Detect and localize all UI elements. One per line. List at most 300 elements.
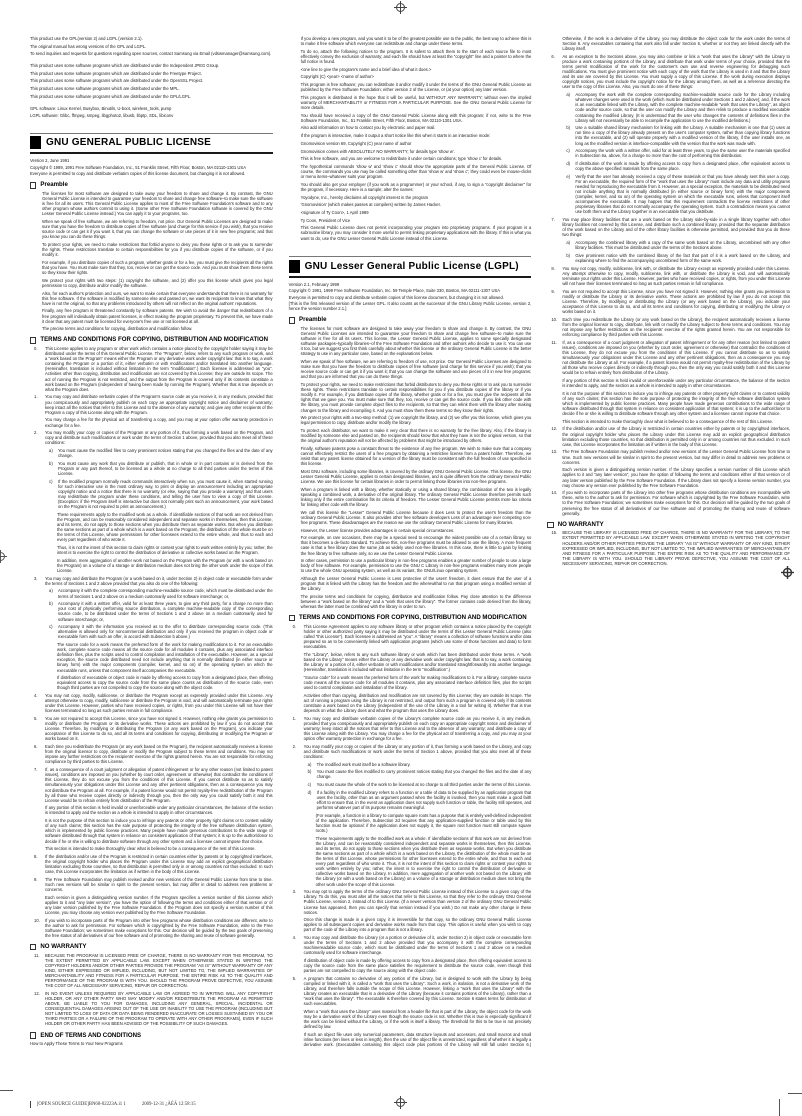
paragraph (289, 301, 532, 311)
paragraph (301, 382, 532, 413)
paragraph-text: It is not the purpose of this section to induce you to infringe any patents or other property right claims or to contest validity of any such claims; this section has the sole purpose of protecting the integrity of the free software distribution system which is implemented by public license practices. Many people have made generous contributions to the wide range of software distributed through that system in reliance on consistent application of that system; it is up to the author/donor to decide if he or she is willing to distribute software through any other system and a licensee cannot impose that choice. (562, 390, 790, 417)
clause-number: a) (49, 448, 53, 454)
paragraph-text: IN NO EVENT UNLESS REQUIRED BY APPLICABLE LAW OR AGREED TO IN WRITING WILL ANY COPYRIGHT HOLDER, OR ANY OTHER PARTY WHO MAY MODIFY AND/OR REDISTRIBUTE THE PROGRAM AS PERMITTED ABOVE, BE LIABLE TO YOU FOR DAMAGES, INCLUDING ANY GENERAL, SPECIAL, INCIDENTAL OR CONSEQUENTIAL DAMAGES ARISING OUT OF THE USE OR INABILITY TO USE THE PROGRAM (INCLUDING BUT NOT LIMITED TO LOSS OF DATA OR DATA BEING RENDERED INACCURATE OR LOSSES SUSTAINED BY YOU OR THIRD PARTIES OR A FAILURE OF THE PROGRAM TO OPERATE WITH ANY OTHER PROGRAMS), EVEN IF SUCH HOLDER OR OTHER PARTY HAS BEEN ADVISED OF THE POSSIBILITY OF SUCH DAMAGES. (45, 990, 273, 1027)
paragraph (289, 288, 532, 293)
clause (566, 92, 790, 123)
paragraph-text: This section is intended to make thoroughly clear what is believed to be a consequence of the rest of this License. (562, 418, 773, 424)
clause (34, 918, 273, 938)
paragraph-text: In other cases, permission to use a particular library in non-free programs enables a greater number of people to use a large body of free software. For example, permission to use the GNU C Library in non-free programs enables many more people to use the whole GNU operating system, as well as its variant, the GNU/Linux operating system. (300, 558, 532, 574)
page-footer (30, 1101, 196, 1108)
clause-number: b) (49, 460, 53, 466)
clause (34, 877, 273, 892)
clause (566, 125, 790, 145)
paragraph (301, 218, 532, 223)
paragraph (304, 675, 532, 690)
paragraph-text: This program is free software; you can redistribute it and/or modify it under the terms of the GNU General Public License as published by the Free Software Foundation; either version 2 of the License, or (at your option) any later version. (300, 82, 532, 93)
clause (34, 430, 273, 445)
paragraph (30, 63, 273, 68)
paragraph-text: Copyright © 1989, 1991 Free Software Foundation, Inc., 51 Franklin Street, Fifth Floor, Boston, MA 02110-1301 USA (30, 164, 246, 170)
paragraph-text: If you develop a new program, and you want it to be of the greatest possible use to the public, the best way to achieve this is to make it free software which everyone can redistribute and change under these terms. (300, 36, 532, 47)
paragraph-text: If you wish to incorporate parts of the Library into other free programs whose distribution conditions are incompatible with these, write to the author to ask for permission. For software which is copyrighted by the Free Software Foundation, write to the Free Software Foundation; we sometimes make exceptions for this. Our decision will be guided by the two goals of preserving the free status of all derivatives of our free software and of promoting the sharing and reuse of software generally. (562, 490, 790, 516)
paragraph-text: This program is distributed in the hope that it will be useful, but WITHOUT ANY WARRANTY; without even the implied warranty of MERCHANTABILITY or FITNESS FOR A PARTICULAR PURPOSE. See the GNU General Public License for more details. (300, 94, 532, 110)
paragraph-text: You may charge a fee for the physical act of transferring a copy, and you may at your option offer warranty protection in exchange for a fee. (45, 417, 273, 428)
section-heading-text: Preamble (299, 316, 327, 324)
paragraph (30, 1041, 273, 1046)
paragraph (301, 182, 532, 192)
clause-number: e) (566, 173, 571, 179)
paragraph-text: If you wish to incorporate parts of the Program into other free programs whose distribution conditions are different, write to the author to ask for permission. For software which is copyrighted by the Free Software Foundation, write to the Free Software Foundation; we sometimes make exceptions for this. Our decision will be guided by the two goals of preserving the free status of all derivatives of our free software and of promoting the sharing and reuse of software generally. (45, 917, 273, 938)
paragraph (301, 149, 532, 154)
paragraph-text: You are not required to accept this License, since you have not signed it. However, nothing else grants you permission to modify or distribute the Library or its derivative works. These actions are prohibited by law if you do not accept this License. Therefore, by modifying or distributing the Library (or any work based on the Library), you indicate your acceptance of this License to do so, and all its terms and conditions for copying, distributing or modifying the Library or works based on it. (562, 288, 790, 315)
clause-number: c) (49, 478, 53, 484)
paragraph-text: The hypothetical commands 'show w' and 'show c' should show the appropriate parts of the General Public License. Of course, the commands you use may be called something other than 'show w' and 'show c'; they could even be mouse-clicks or menu items–whatever suits your program. (300, 163, 532, 180)
paragraph (316, 836, 532, 887)
paragraph (42, 260, 273, 275)
paragraph (30, 106, 273, 111)
paragraph (304, 652, 532, 672)
paragraph-text: You may copy and distribute the Library (or a portion or derivative of it, under Section 2) in object code or executable form under the terms of Sections 1 and 2 above provided that you accompany it with the complete corresponding machinereadable source code, which must be distributed under the terms of Sections 1 and 2 above on a medium customarily used for software interchange. (303, 935, 532, 956)
paragraph-text: Accompany it with the complete corresponding machine-readable source code, which must be distributed under the terms of Sections 1 and 2 above on a medium customarily used for software interchange; or, (58, 588, 273, 599)
paragraph-text: 'Gnomovision' (which makes passes at compilers) written by James Hacker. (300, 202, 441, 208)
paragraph (30, 113, 273, 118)
paragraph-text: You may opt to apply the terms of the ordinary GNU General Public License instead of this License to a given copy of the Library. To do this, you must alter all the notices that refer to this License, so that they refer to the ordinary GNU General Public License, version 2, instead of to this License. (If a newer version than version 2 of the ordinary GNU General Public License has appeared, then you can specify that version instead if you wish.) Do not make any other change in these notices. (303, 889, 532, 915)
section-heading (547, 521, 790, 528)
section-heading-text: TERMS AND CONDITIONS FOR COPYING, DISTRIBUTION AND MODIFICATION (40, 336, 268, 344)
clause-number: 9. (34, 876, 38, 882)
crop-mark (788, 1093, 802, 1094)
paragraph-text: This product use the GPL(version 2) and LGPL (version 2.1). (30, 36, 143, 41)
spacer (30, 121, 273, 126)
paragraph-text: The licenses for most software are designed to take away your freedom to share and change it. By contrast, the GNU General Public License is intended to guarantee your freedom to share and change free software–to make sure the software is free for all its users. This General Public License applies to most of the Free Software Foundation's software and to any other program whose authors commit to using it. (Some other Free Software Foundation software is covered by the GNU Lesser General Public License instead.) You can apply it to your programs, too. (42, 191, 273, 217)
clause (34, 693, 273, 713)
clause (308, 790, 532, 810)
clause (566, 253, 790, 263)
paragraph (304, 1009, 532, 1029)
clause (308, 769, 532, 779)
paragraph (301, 95, 532, 110)
paragraph-text: It is not the purpose of this section to induce you to infringe any patents or other property right claims or to contest validity of any such claims; this section has the sole purpose of protecting the integrity of the free software distribution system, which is implemented by public license practices. Many people have made generous contributions to the wide range of software distributed through that system in reliance on consistent application of that system; it is up to the author/donor to decide if he or she is willing to distribute software through any other system and a licensee cannot impose that choice. (45, 818, 273, 844)
paragraph-text: Give prominent notice with the combined library of the fact that part of it is a work based on the Library, and explaining where to find the accompanying uncombined form of the same work. (575, 252, 790, 263)
checkbox-icon (289, 317, 295, 323)
clause (293, 935, 532, 955)
section-heading-text: END OF TERMS AND CONDITIONS (40, 1031, 142, 1039)
paragraph-text: If any portion of this section is held invalid or unenforceable under any particular circumstances, the balance of the section is intended to apply and the section as a whole is intended to apply in other circumstances. (45, 805, 273, 816)
paragraph (301, 415, 532, 425)
paragraph (301, 576, 532, 591)
paragraph-text: You may modify your copy or copies of the Program or any portion of it, thus forming a work based on the Program, and copy and distribute such modifications or work under the terms of Section 1 above, provided that you also meet all of these conditions: (45, 430, 273, 446)
clause-number: 0. (34, 346, 38, 351)
paragraph-text: The licenses for most software are designed to take away your freedom to share and change it. By contrast, the GNU General Public Licenses are intended to guarantee your freedom to share and change free software–to make sure the software is free for all its users. This license, the Lesser General Public License, applies to some specially designated software packages–typically libraries–of the Free Software Foundation and other authors who decide to use it. You can use it too, but we suggest you first think carefully about whether this license or the ordinary General Public License is the better strategy to use in any particular case, based on the explanations below. (300, 325, 532, 357)
clause-number: c) (307, 782, 312, 788)
checkbox-icon (30, 337, 36, 343)
paragraph-text: The precise terms and conditions for copying, distribution and modification follow. Pay close attention to the difference between a “work based on the library” and a “work that uses the library”. The former contains code derived from the library, whereas the latter must be combined with the library in order to run. (300, 593, 532, 610)
paragraph (45, 818, 273, 843)
paragraph-text: Also add information on how to contact you by electronic and paper mail. (300, 125, 436, 131)
paragraph-text: You must cause any work that you distribute or publish, that in whole or in part contains or is derived from the Program or any part thereof, to be licensed as a whole at no charge to all third parties under the terms of this License. (58, 460, 273, 477)
paragraph (289, 295, 532, 300)
crop-mark (30, 1101, 31, 1108)
paragraph (301, 141, 532, 146)
paragraph-text: Everyone is permitted to copy and distribute verbatim copies of this license document, but changing it is not allowed. (288, 294, 504, 300)
paragraph (301, 428, 532, 443)
paragraph (45, 846, 273, 851)
paragraph-text: BECAUSE THE LIBRARY IS LICENSED FREE OF CHARGE, THERE IS NO WARRANTY FOR THE LIBRARY, TO THE EXTENT PERMITTED BY APPLICABLE LAW. EXCEPT WHEN OTHERWISE STATED IN WRITING THE COPYRIGHT HOLDERS AND/OR OTHER PARTIES PROVIDE THE LIBRARY “AS IS” WITHOUT WARRANTY OF ANY KIND, EITHER EXPRESSED OR IMPLIED, INCLUDING, BUT NOT LIMITED TO, THE IMPLIED WARRANTIES OF MERCHANTABILITY AND FITNESS FOR A PARTICULAR PURPOSE. THE ENTIRE RISK AS TO THE QUALITY AND PERFORMANCE OF THE LIBRARY IS WITH YOU. SHOULD THE LIBRARY PROVE DEFECTIVE, YOU ASSUME THE COST OF ALL NECESSARY SERVICING, REPAIR OR CORRECTION. (562, 530, 790, 566)
paragraph (301, 74, 532, 79)
clause-number: 11. (551, 339, 557, 345)
section-heading (289, 316, 532, 323)
clause-number: 8. (551, 265, 555, 271)
paragraph-text: This is free software, and you are welcome to redistribute it under certain conditions; type 'show c' for details. (300, 156, 503, 162)
paragraph-text: If a facility in the modified Library refers to a function or a table of data to be supplied by an application program that uses the facility, other than as an argument passed when the facility is invoked, then you must make a good faith effort to ensure that, in the event an application does not supply such function or table, the facility still operates, and performs whatever part of its purpose remains meaningful. (316, 789, 532, 811)
paragraph (30, 71, 273, 76)
clause-number: a) (566, 240, 571, 246)
paragraph-text: If distribution of executable or object code is made by offering access to copy from a designated place, then offering equivalent access to copy the source code from the same place counts as distribution of the source code, even though third parties are not compelled to copy the source along with the object code. (57, 675, 273, 691)
paragraph-text: Accompany it with a written offer, valid for at least three years, to give any third party, for a charge no more than your cost of physically performing source distribution, a complete machine-readable copy of the corresponding source code, to be distributed under the terms of Sections 1 and 2 above on a medium customarily used for software interchange; or, (58, 601, 273, 622)
paragraph-text: We protect your rights with a two-step method: (1) we copyright the library, and (2) we offer you this license, which gives you legal permission to copy, distribute and/or modify the library. (300, 415, 532, 426)
paragraph (301, 487, 532, 507)
paragraph-text: The Free Software Foundation may publish revised and/or new versions of the General Public License from time to time. Such new versions will be similar in spirit to the present version, but may differ in detail to address new problems or concerns. (45, 876, 273, 893)
paragraph-text: If any portion of this section is held invalid or unenforceable under any particular circumstance, the balance of the section is intended to apply, and the section as a whole is intended to apply in other circumstances. (562, 377, 790, 389)
paragraph-text: Finally, any free program is threatened constantly by software patents. We wish to avoid the danger that redistributors of a free program will individually obtain patent licenses, in effect making the program proprietary. To prevent this, we have made it clear that any patent must be licensed for everyone's free use or not licensed at all. (42, 308, 273, 324)
clause-number: a) (566, 92, 571, 98)
paragraph-text: Verify that the user has already received a copy of these materials or that you have already sent this user a copy. For an executable, the required form of the “work that uses the Library” must include any data and utility programs needed for reproducing the executable from it. However, as a special exception, the materials to be distributed need not include anything that is normally distributed (in either source or binary form) with the major components (compiler, kernel, and so on) of the operating system on which the executable runs, unless that component itself accompanies the executable. It may happen that this requirement contradicts the license restrictions of other proprietary libraries that do not normally accompany the operating system. Such a contradiction means you cannot use both them and the Library together in an executable that you distribute. (575, 173, 790, 215)
clause-number: c) (566, 148, 570, 154)
section-heading (30, 1032, 273, 1039)
paragraph (301, 535, 532, 555)
paragraph-text: The source code for a work means the preferred form of the work for making modifications to it. For an executable work, complete source code means all the source code for all modules it contains, plus any associated interface definition files, plus the scripts used to control compilation and installation of the executable. However, as a special exception, the source code distributed need not include anything that is normally distributed (in either source or binary form) with the major components (compiler, kernel, and so on) of the operating system on which the executable runs, unless that component itself accompanies the executable. (57, 642, 273, 673)
paragraph-text: Gnomovision version 69, Copyright (C) year name of author (300, 140, 412, 146)
paragraph-text: This product uses some software programs which are distributed under the MPL. (30, 86, 180, 92)
paragraph (45, 417, 273, 427)
clause (34, 854, 273, 874)
clause (49, 479, 273, 510)
paragraph-text: If the modified program normally reads commands interactively when run, you must cause it, when started running for such interactive use in the most ordinary way, to print or display an announcement including an appropriate copyright notice and a notice that there is no warranty (or else, saying that you provide a warranty) and that users may redistribute the program under these conditions, and telling the user how to view a copy of this License. (Exception: if the Program itself is interactive but does not normally print such an announcement, your work based on the Program is not required to print an announcement.) (58, 478, 273, 510)
paragraph (301, 326, 532, 357)
paragraph-text: How to Apply These Terms to Your New Programs (30, 1041, 123, 1047)
paragraph-text: When we speak of free software, we are referring to freedom of use, not price. Our General Public Licenses are designed to make sure that you have the freedom to distribute copies of free software (and charge for this service if you wish); that you receive source code or can get it if you want it; that you can change the software and use pieces of it in new free programs; and that you are informed that you can do these things. (300, 359, 532, 380)
clause-number: 9. (551, 288, 555, 294)
license-document-columns (30, 36, 790, 1048)
clause (566, 174, 790, 215)
paragraph-text: To do so, attach the following notices to the program. It is safest to attach them to the start of each source file to most effectively convey the exclusion of warranty; and each file should have at least the “copyright” line and a pointer to where the full notice is found. (300, 48, 532, 64)
clause-number: 10. (551, 316, 558, 322)
clause-number: 4. (292, 935, 297, 941)
clause (551, 530, 790, 566)
title-bar-square (30, 136, 41, 149)
clause (49, 588, 273, 598)
paragraph-text: Each version is given a distinguishing version number. If the Program specifies a version number of this License which applies to it and “any later version”, you have the option of following the terms and conditions either of that version or of any later version published by the Free Software Foundation. If the Program does not specify a version number of this License, you may choose any version ever published by the Free Software Foundation. (45, 894, 273, 916)
section-heading (30, 336, 273, 343)
clause (293, 716, 532, 741)
clause-number: 6. (551, 53, 555, 59)
clause (49, 461, 273, 476)
paragraph-text: If the distribution and/or use of the Library is restricted in certain countries either by patents or by copyrighted interfaces, the original copyright holder who places the Library under this License may add an explicit geographical distribution limitation excluding those countries, so that distribution is permitted only in or among countries not thus excluded. In such case, this License incorporates the limitation as if written in the body of this License. (562, 426, 790, 447)
clause (551, 317, 790, 337)
clause-number: 0. (292, 623, 297, 629)
paragraph (42, 291, 273, 306)
paragraph (301, 36, 532, 46)
clause-number: 5. (34, 716, 38, 722)
paragraph (57, 675, 273, 690)
paragraph-text: Yoyodyne, Inc., hereby disclaims all copyright interest in the program (300, 194, 429, 200)
clause (293, 889, 532, 914)
paragraph (30, 51, 273, 56)
paragraph-text: If, as a consequence of a court judgment or allegation of patent infringement or for any other reason (not limited to patent issues), conditions are imposed on you (whether by court order, agreement or otherwise) that contradict the conditions of this License, they do not excuse you from the conditions of this License. If you cannot distribute so as to satisfy simultaneously your obligations under this License and any other pertinent obligations, then as a consequence you may not distribute the Program at all. For example, if a patent license would not permit royalty-free redistribution of the Program by all those who receive copies directly or indirectly through you, then the only way you could satisfy both it and this License would be to refrain entirely from distribution of the Program. (45, 767, 273, 803)
paragraph-text: The “Library”, below, refers to any such software library or work which has been distributed under these terms. A “work based on the Library” means either the Library or any derivative work under copyright law: that is to say, a work containing the Library or a portion of it, either verbatim or with modifications and/or translated straightforwardly into another language. (Hereinafter, translation is included without limitation in the term “modification”.) (303, 651, 532, 673)
clause (49, 624, 273, 639)
license-title-bar (30, 133, 273, 155)
paragraph-text: We call this license the “Lesser” General Public License because it does Less to protect the user's freedom than the ordinary General Public License. It also provides other free software developers Less of an advantage over competing non-free programs. These disadvantages are the reason we use the ordinary General Public License for many libraries. (300, 509, 532, 525)
paragraph (42, 191, 273, 216)
paragraph-text: You must cause the modified files to carry prominent notices stating that you changed the files and the date of any change. (58, 448, 273, 459)
paragraph (301, 156, 532, 161)
clause (34, 346, 273, 392)
paragraph-text: Most GNU software, including some libraries, is covered by the ordinary GNU General Public License. This license, the GNU Lesser General Public License, applies to certain designated libraries, and is quite different from the ordinary General Public License. We use this license for certain libraries in order to permit linking those libraries into non-free programs. (300, 468, 532, 484)
paragraph (301, 195, 532, 200)
footer-date-time: 2009-12-31 ¿ÀÈÄ 12:58:15 (141, 1102, 196, 1107)
spacer (289, 243, 532, 249)
paragraph-text: This General Public License does not permit incorporating your program into proprietary programs. If your program is a subroutine library, you may consider it more useful to permit linking proprietary applications with the library. If this is what you want to do, use the GNU Lesser General Public License instead of this License. (300, 225, 532, 241)
paragraph-text: Version 2, June 1991 (30, 158, 70, 164)
paragraph-text: (For example, a function in a library to compute square roots has a purpose that is entirely well-defined independent of the application. Therefore, Subsection 2d requires that any application-supplied function or table used by this function must be optional: if the application does not supply it, the square root function must still compute square roots.) (315, 812, 532, 834)
clause-number: 6. (34, 744, 38, 750)
clause-number: 4. (34, 693, 38, 699)
checkbox-icon (289, 615, 295, 621)
paragraph (301, 49, 532, 64)
clause (551, 340, 790, 376)
paragraph-text: You should also get your employer (if you work as a programmer) or your school, if any, to sign a “copyright disclaimer” for the program, if necessary. Here is a sample; alter the names: (300, 181, 532, 192)
section-heading (30, 943, 273, 950)
section-heading (30, 181, 273, 188)
clause (308, 782, 532, 787)
paragraph-text: Ty Coon, President of Vice (300, 217, 351, 223)
paragraph-text: You may place library facilities that are a work based on the Library side-by-side in a single library together with other library facilities not covered by this License, and distribute such a combined library, provided that the separate distribution of the work based on the Library and of the other library facilities is otherwise permitted, and provided that you do these two things: (562, 217, 790, 238)
paragraph (42, 308, 273, 323)
paragraph-text: Version 2.1, February 1999 (288, 281, 340, 287)
paragraph-text: Thus, it is not the intent of this section to claim rights or contest your rights to work written entirely by you; rather, the intent is to exercise the right to control the distribution of derivative or collective works based on the Program. (57, 545, 273, 556)
clause (34, 394, 273, 414)
checkbox-icon (30, 944, 36, 950)
clause (34, 744, 273, 764)
clause (34, 953, 273, 989)
paragraph (57, 642, 273, 673)
clause-number: b) (566, 125, 571, 131)
paragraph (289, 282, 532, 287)
paragraph-text: If, as a consequence of a court judgment or allegation of patent infringement or for any other reason (not limited to patent issues), conditions are imposed on you (whether by court order, agreement or otherwise) that contradict the conditions of this License, they do not excuse you from the conditions of this License. If you cannot distribute so as to satisfy simultaneously your obligations under this License and any other pertinent obligations, then as a consequence you may not distribute the Library at all. For example, if a patent license would not permit royalty-free redistribution of the Library by all those who receive copies directly or indirectly through you, then the only way you could satisfy both it and this License would be to refrain entirely from distribution of the Library. (562, 339, 790, 376)
paragraph-text: You may copy and distribute verbatim copies of the Library's complete source code as you receive it, in any medium, provided that you conspicuously and appropriately publish on each copy an appropriate copyright notice and disclaimer of warranty; keep intact all the notices that refer to this License and to the absence of any warranty; and distribute a copy of this License along with the Library. You may charge a fee for the physical act of transferring a copy, and you may at your option offer warranty protection in exchange for a fee. (303, 715, 532, 742)
paragraph (42, 219, 273, 239)
paragraph-text: To send inquiries and requests for questions regarding open sources, contact Samsung via Email (vdswmanager@samsung.com). (30, 51, 272, 57)
paragraph-text: You may not copy, modify, sublicense, or distribute the Program except as expressly provided under this License. Any attempt otherwise to copy, modify, sublicense or distribute the Program is void, and will automatically terminate your rights under this License. However, parties who have received copies, or rights, from you under this License will not have their licenses terminated so long as such parties remain in full compliance. (45, 693, 273, 714)
clause (34, 716, 273, 741)
paragraph-text: If distribution of the work is made by offering access to copy from a designated place, offer equivalent access to copy the above specified materials from the same place. (575, 161, 790, 172)
paragraph (42, 278, 273, 288)
paragraph-text: Accompany it with the information you received as to the offer to distribute corresponding source code. (This alternative is allowed only for noncommercial distribution and only if you received the program in object code or executable form with such an offer, in accord with Subsection b above.) (58, 624, 273, 640)
paragraph (30, 36, 273, 41)
paragraph (301, 225, 532, 240)
title-bar-square (289, 260, 300, 273)
paragraph-text: Copyright © 1991, 1999 Free Software Foundation, Inc. 59 Temple Place, Suite 330, Boston, MA 02111-1307 USA (288, 288, 501, 294)
paragraph (301, 133, 532, 138)
paragraph-text: A program that contains no derivative of any portion of the Library, but is designed to work with the Library by being compiled or linked with it, is called a “work that uses the Library”. Such a work, in isolation, is not a derivative work of the Library, and therefore falls outside the scope of this License. However, linking a “work that uses the Library” with the Library creates an executable that is a derivative of the Library (because it contains portions of the Library), rather than a “work that uses the library”. The executable is therefore covered by this License. Section 6 states terms for distribution of such executables. (303, 976, 532, 1007)
paragraph (45, 805, 273, 815)
paragraph-text: You must cause the whole of the work to be licensed at no charge to all third parties under the terms of this License. (316, 782, 532, 788)
clause-number: 10. (34, 917, 40, 923)
paragraph-text: This section is intended to make thoroughly clear what is believed to be a consequence of the rest of this License. (45, 846, 256, 852)
section-heading-text: Preamble (40, 181, 68, 189)
paragraph (30, 165, 273, 170)
paragraph (301, 594, 532, 609)
paragraph (562, 391, 790, 416)
clause (566, 148, 790, 158)
paragraph-text: You may modify your copy or copies of the Library or any portion of it, thus forming a work based on the Library, and copy and distribute such modifications or work under the terms of Section 1 above, provided that you also meet all of these conditions: (303, 743, 532, 759)
paragraph-text: If the program is interactive, make it output a short notice like this when it starts in an interactive mode: (300, 133, 491, 139)
paragraph-text: We protect your rights with two steps: (1) copyright the software, and (2) offer you this license which gives you legal permission to copy, distribute and/or modify the software. (42, 277, 273, 288)
paragraph (301, 469, 532, 484)
paragraph-text: The precise terms and conditions for copying, distribution and modification follow. (42, 326, 193, 332)
clause-number: 11. (34, 952, 40, 958)
registration-mark-icon (394, 1, 407, 14)
checkbox-icon (30, 182, 36, 188)
paragraph-text: This product uses some software programs which are distributed under the Independent JPEG Group. (30, 63, 220, 69)
checkbox-icon (547, 522, 553, 528)
paragraph-text: <signature of Ty Coon>, 1 April 1989 (300, 209, 369, 215)
clause-number: 5. (292, 976, 297, 982)
clause (34, 576, 273, 586)
clause (293, 976, 532, 1007)
clause-number: c) (49, 624, 53, 630)
clause (551, 217, 790, 237)
clause-number: 3. (292, 889, 297, 895)
paragraph-text: This product uses some software programs which are distributed under the Freetype Project. (30, 70, 202, 76)
paragraph (562, 419, 790, 424)
paragraph-text: You may copy and distribute the Program (or a work based on it, under Section 2) in object code or executable form under the terms of Sections 1 and 2 above provided that you also do one of the following: (45, 575, 273, 586)
paragraph (57, 558, 273, 573)
paragraph-text: Each time you redistribute the Library (or any work based on the Library), the recipient automatically receives a license from the original licensor to copy, distribute, link with or modify the Library subject to these terms and conditions. You may not impose any further restrictions on the recipients' exercise of the rights granted herein. You are not responsible for enforcing compliance by third parties with this License. (562, 316, 790, 337)
paragraph (301, 558, 532, 573)
paragraph-text: Copyright (C) <year> <name of author> (300, 74, 374, 80)
paragraph (304, 958, 532, 973)
paragraph-text: Accompany the work with the complete corresponding machine-readable source code for the Library including whatever changes were used in the work (which must be distributed under Sections 1 and 2 above); and, if the work is an executable linked with the Library, with the complete machine-readable “work that uses the Library”, as object code and/or source code, so that the user can modify the Library and then relink to produce a modified executable containing the modified Library. (It is understood that the user who changes the contents of definitions files in the Library will not necessarily be able to recompile the application to use the modified definitions.) (575, 92, 790, 123)
paragraph-text: The original manual has wrong versions of the GPL and LGPL. (30, 43, 147, 49)
paragraph (30, 86, 273, 91)
paragraph-text: If distribution of object code is made by offering access to copy from a designated place, then offering equivalent access to copy the source code from the same place satisfies the requirement to distribute the source code, even though third parties are not compelled to copy the source along with the object code. (303, 958, 532, 974)
paragraph-text: These requirements apply to the modified work as a whole. If identifiable sections of that work are not derived from the Library, and can be reasonably considered independent and separate works in themselves, then this License, and its terms, do not apply to those sections when you distribute them as separate works. But when you distribute the same sections as part of a whole which is a work based on the Library, the distribution of the whole must be on the terms of this License, whose permissions for other licensees extend to the entire whole, and thus to each and every part regardless of who wrote it. Thus, it is not the intent of this section to claim rights or contest your rights to work written entirely by you; rather, the intent is to exercise the right to control the distribution of derivative or collective works based on the Library. In addition, mere aggregation of another work not based on the Library with the Library (or with a work based on the Library) on a volume of a storage or distribution medium does not bring the other work under the scope of this License. (315, 835, 532, 887)
paragraph (301, 510, 532, 525)
paragraph (42, 242, 273, 257)
clause-number: 12. (551, 426, 558, 432)
paragraph-text: Once this change is made in a given copy, it is irreversible for that copy, so the ordinary GNU General Public License applies to all subsequent copies and derivative works made from that copy. This option is useful when you wish to copy part of the code of the Library into a program that is not a library. (303, 917, 532, 933)
paragraph-text: Accompany the combined library with a copy of the same work based on the Library, uncombined with any other library facilities. This must be distributed under the terms of the Sections above. (575, 240, 790, 251)
paragraph (301, 113, 532, 123)
clause-number: 2. (34, 430, 38, 436)
clause-number: 8. (34, 853, 38, 859)
paragraph-text: You may copy and distribute verbatim copies of the Program's source code as you receive it, in any medium, provided that you conspicuously and appropriately publish on each copy an appropriate copyright notice and disclaimer of warranty; keep intact all the notices that refer to this License and to the absence of any warranty; and give any other recipients of the Program a copy of this License along with the Program. (45, 394, 273, 415)
paragraph-text: In addition, mere aggregation of another work not based on the Program with the Program (or with a work based on the Program) on a volume of a storage or distribution medium does not bring the other work under the scope of this License. (57, 557, 273, 573)
paragraph-text: When we speak of free software, we are referring to freedom, not price. Our General Public Licenses are designed to make sure that you have the freedom to distribute copies of free software (and charge for this service if you wish), that you receive source code or can get it if you want it, that you can change the software or use pieces of it in new free programs; and that you know you can do these things. (42, 219, 273, 240)
clause-number: 15. (551, 530, 558, 536)
paragraph-text: Gnomovision comes with ABSOLUTELY NO WARRANTY; for details type 'show w'. (300, 148, 455, 154)
clause (551, 490, 790, 515)
clause (308, 762, 532, 767)
clause (49, 601, 273, 621)
paragraph (301, 67, 532, 72)
paragraph-text: Each time you redistribute the Program (or any work based on the Program), the recipient automatically receives a license from the original licensor to copy, distribute or modify the Program subject to these terms and conditions. You may not impose any further restrictions on the recipients' exercise of the rights granted herein. You are not responsible for enforcing compliance by third parties to this License. (45, 744, 273, 765)
paragraph-text: Finally, software patents pose a constant threat to the existence of any free program. We wish to make sure that a company cannot effectively restrict the users of a free program by obtaining a restrictive license from a patent holder. Therefore, we insist that any patent license obtained for a version of the library must be consistent with the full freedom of use specified in this license. (300, 445, 532, 467)
checkbox-icon (30, 1032, 36, 1038)
section-heading-text: NO WARRANTY (557, 520, 604, 528)
clause-number: d) (307, 789, 312, 795)
paragraph-text: If the distribution and/or use of the Program is restricted in certain countries either by patents or by copyrighted interfaces, the original copyright holder who places the Program under this License may add an explicit geographical distribution limitation excluding those countries, so that distribution is permitted only in or among countries not thus excluded. In such case, this License incorporates the limitation as if written in the body of this License. (45, 853, 273, 875)
paragraph (301, 164, 532, 179)
paragraph (30, 94, 273, 99)
paragraph-text: This License Agreement applies to any software library or other program which contains a notice placed by the copyright holder or other authorized party saying it may be distributed under the terms of this Lesser General Public License (also called “this License”). Each licensee is addressed as “you”. A “library” means a collection of software functions and/or data prepared so as to be conveniently linked with application programs (which use some of those functions and data) to form executables. (303, 623, 532, 650)
clause-number: 1. (292, 715, 297, 721)
paragraph-text: Each version is given a distinguishing version number. If the Library specifies a version number of this License which applies to it and “any later version”, you have the option of following the terms and conditions either of that version or of any later version published by the Free Software Foundation. If the Library does not specify a license version number, you may choose any version ever published by the Free Software Foundation. (562, 467, 790, 488)
clause-number: a) (49, 588, 53, 594)
clause (551, 54, 790, 90)
paragraph (30, 44, 273, 49)
paragraph-text: Also, for each author's protection and ours, we want to make certain that everyone understands that there is no warranty for this free software. If the software is modified by someone else and passed on, we want its recipients to know that what they have is not the original, so that any problems introduced by others will not reflect on the original authors' reputations. (42, 290, 273, 306)
paragraph (30, 78, 273, 83)
clause (551, 426, 790, 446)
license-title: GNU Lesser General Public License (LGPL) (304, 260, 519, 272)
paragraph-text: LGPL software: Glibc, ffmpeg, smpeg, libgphoto2, libusb, libptp, SDL, libiconv (30, 113, 174, 119)
clause-number: 3. (34, 575, 38, 581)
license-title-bar (289, 256, 532, 278)
paragraph (301, 528, 532, 533)
paragraph-text: To protect each distributor, we want to make it very clear that there is no warranty for the free library. Also, if the library is modified by someone else and passed on, the recipients should know that what they have is not the original version, so that the original author's reputation will not be affected by problems that might be introduced by others. (300, 427, 532, 444)
paragraph (562, 378, 790, 388)
paragraph-text: The Free Software Foundation may publish revised and/or new versions of the Lesser General Public License from time to time. Such new versions will be similar in spirit to the present version, but may differ in detail to address new problems or concerns. (562, 449, 790, 465)
paragraph-text: This License applies to any program or other work which contains a notice placed by the copyright holder saying it may be distributed under the terms of this General Public License. The “Program”, below, refers to any such program or work, and a “work based on the Program” means either the Program or any derivative work under copyright law: that is to say, a work containing the Program or a portion of it, either verbatim or with modifications and/or translated into another language. (Hereinafter, translation is included without limitation in the term “modification”.) Each licensee is addressed as “you”. Activities other than copying, distribution and modification are not covered by this License; they are outside its scope. The act of running the Program is not restricted, and the output from the Program is covered only if its contents constitute a work based on the Program (independent of having been made by running the Program). Whether that is true depends on what the Program does. (45, 346, 273, 392)
paragraph-text: If such an object file uses only numerical parameters, data structure layouts and accessors, and small macros and small inline functions (ten lines or less in length), then the use of the object file is unrestricted, regardless of whether it is legally a derivative work. (Executables containing this object code plus portions of the Library will still fall under Section 6.) Otherwise, if the work is a derivative of the Library, you may distribute the object code for the work under the terms of Section 6. Any executables containing that work also fall under Section 6, whether or not they are linked directly with the Library itself. (303, 36, 790, 1048)
clause-number: b) (49, 601, 53, 607)
clause-number: d) (566, 161, 571, 167)
paragraph (57, 512, 273, 543)
clause (34, 991, 273, 1027)
crop-mark (779, 1099, 780, 1116)
paragraph (562, 467, 790, 487)
paragraph (301, 210, 532, 215)
paragraph (301, 202, 532, 207)
paragraph-text: However, the Lesser license provides advantages in certain special circumstances. (300, 527, 455, 533)
clause (34, 767, 273, 803)
clause-number: 14. (551, 490, 558, 496)
paragraph-text: You should have received a copy of the GNU General Public License along with this program; if not, write to the Free Software Foundation, Inc., 51 Franklin Street, Fifth Floor, Boston, MA 02110-1301 USA. (300, 112, 532, 123)
paragraph (304, 693, 532, 713)
clause (566, 161, 790, 171)
paragraph-text: <one line to give the program's name and a brief idea of what it does.> (300, 66, 432, 72)
clause-number: b) (307, 769, 312, 775)
paragraph (301, 446, 532, 466)
clause-number: 1. (34, 394, 38, 400)
paragraph-text: You must cause the files modified to carry prominent notices stating that you changed the files and the date of any change. (316, 769, 532, 780)
clause (551, 266, 790, 286)
paragraph-text: You may not copy, modify, sublicense, link with, or distribute the Library except as expressly provided under this License. Any attempt otherwise to copy, modify, sublicense, link with, or distribute the Library is void, and will automatically terminate your rights under this License. However, parties who have received copies, or rights, from you under this License will not have their licenses terminated so long as such parties remain in full compliance. (562, 265, 790, 286)
paragraph (57, 545, 273, 555)
paragraph (30, 158, 273, 163)
paragraph-text: This product uses some software programs which are distributed under the GPL/LGPL. (30, 93, 192, 99)
registration-mark-icon (394, 1096, 407, 1109)
paragraph (316, 813, 532, 833)
paragraph (45, 895, 273, 915)
clause-number: b) (566, 252, 571, 258)
clause-number: a) (307, 761, 312, 767)
paragraph-text: GPL software: Linux Kernel, Busybox, Binutils, U-boot, wireless_tools, pump (30, 105, 172, 111)
paragraph-text: Activities other than copying, distribution and modification are not covered by this License; they are outside its scope. The act of running a program using the Library is not restricted, and output from such a program is covered only if its contents constitute a work based on the Library (independent of the use of the Library in a tool for writing it). Whether that is true depends on what the Library does and what the program that uses the Library does. (303, 692, 532, 713)
paragraph (301, 359, 532, 379)
